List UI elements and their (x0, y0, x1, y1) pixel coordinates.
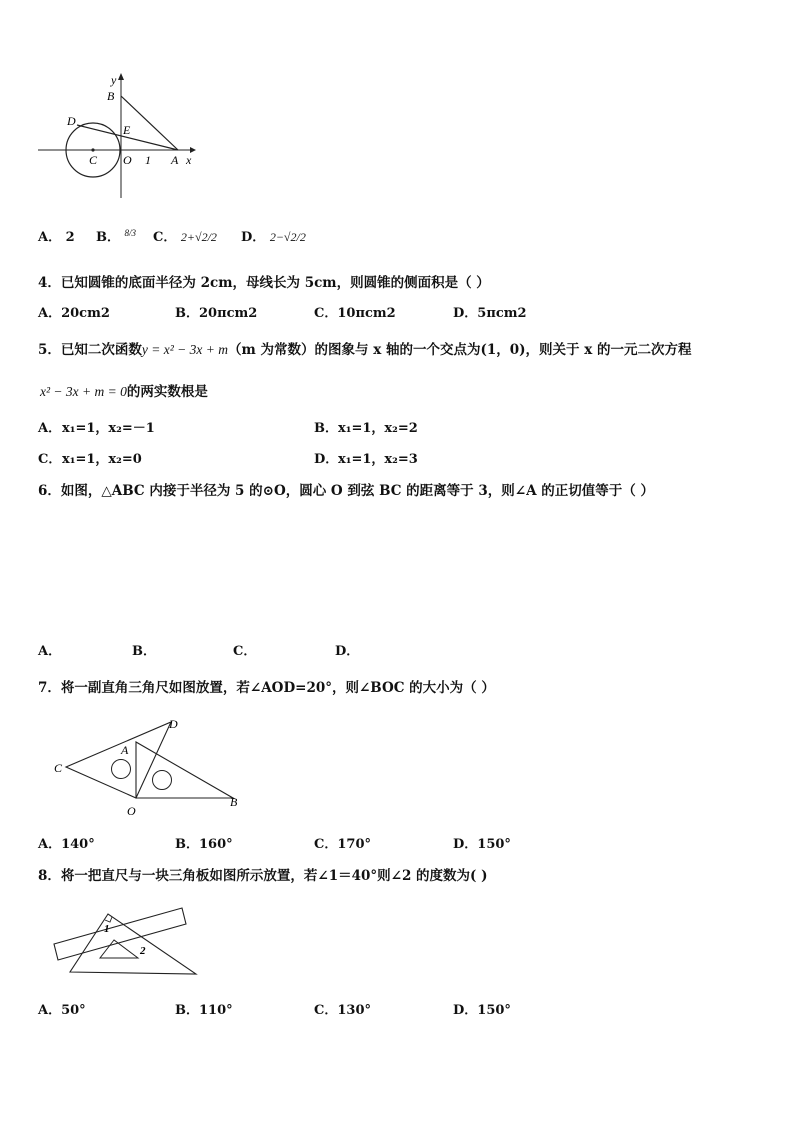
q3-option-c-value: 2+√2/2 (180, 230, 217, 244)
q7-option-b-value: 160° (199, 837, 233, 852)
q3-option-b-value: 8/3 (124, 228, 137, 238)
q5-stem-b: （m 为常数）的图象与 x 轴的一个交点为(1，0)，则关于 x 的一元二次方程 (228, 342, 692, 358)
q5-stem-line1 (38, 338, 691, 358)
q3-option-c-letter: C． (153, 230, 177, 245)
q7-option-a[interactable] (38, 833, 95, 852)
q4-option-d[interactable] (453, 302, 527, 321)
label-d: D (67, 114, 76, 128)
q5-option-c-value: x₁=1，x₂=0 (62, 452, 142, 467)
q5-option-b-value: x₁=1，x₂=2 (338, 421, 418, 436)
y-axis-arrow (118, 73, 124, 80)
label-x: x (186, 153, 192, 167)
q8-label-1: 1 (104, 923, 110, 935)
q8-option-a-letter: A． (38, 1003, 62, 1018)
q5-option-d-value: x₁=1，x₂=3 (338, 452, 418, 467)
label-a: A (171, 153, 179, 167)
q6-option-d[interactable]: D． (335, 644, 360, 659)
q4-option-a-letter: A． (38, 306, 62, 321)
q6-stem: 6．如图，△ABC 内接于半径为 5 的⊙O，圆心 O 到弦 BC 的距离等于 3，则∠A 的正切值等于（ ） (38, 483, 654, 499)
q3-option-b-letter: B． (96, 230, 120, 245)
q8-option-a-value: 50° (61, 1003, 86, 1018)
q6-option-c[interactable]: C． (233, 644, 257, 659)
q7-figure (48, 712, 248, 822)
set-square-aob (136, 742, 233, 798)
q8-label-2: 2 (140, 945, 146, 957)
label-b: B (107, 89, 115, 103)
q8-option-b-letter: B． (175, 1003, 199, 1018)
q3-option-d-value: 2−√2/2 (269, 230, 306, 244)
q3-option-d-letter: D． (241, 230, 266, 245)
q5-stem-a: 5．已知二次函数 (38, 342, 142, 358)
q8-option-c-letter: C． (314, 1003, 338, 1018)
q7-option-d-letter: D． (453, 837, 478, 852)
q7-option-a-value: 140° (61, 837, 95, 852)
q6-option-a[interactable]: A． (38, 644, 62, 659)
q5-stem-c: 的两实数根是 (126, 384, 208, 400)
q3-option-c[interactable] (153, 226, 217, 245)
q7-option-c-value: 170° (337, 837, 371, 852)
q4-option-b[interactable] (175, 302, 257, 321)
q8-option-c[interactable] (314, 999, 371, 1018)
q7-stem: 7．将一副直角三角尺如图放置，若∠AOD=20°，则∠BOC 的大小为（ ） (38, 680, 495, 696)
q5-option-a[interactable]: A． (38, 421, 62, 436)
set-square-hole-1 (112, 760, 131, 779)
q4-option-a-value: 20cm2 (61, 306, 110, 321)
q4-option-b-letter: B． (175, 306, 199, 321)
q8-option-b[interactable] (175, 999, 233, 1018)
q8-option-d[interactable] (453, 999, 511, 1018)
label-e: E (123, 123, 131, 137)
q3-option-a[interactable] (38, 226, 75, 245)
q7-label-a: A (121, 743, 129, 757)
q8-option-d-letter: D． (453, 1003, 478, 1018)
ruler (54, 908, 186, 960)
q7-label-o: O (127, 804, 136, 818)
q3-figure (30, 70, 210, 200)
label-c: C (89, 153, 98, 167)
label-y: y (111, 73, 117, 87)
label-o: O (123, 153, 132, 167)
q4-stem: 4．已知圆锥的底面半径为 2cm，母线长为 5cm，则圆锥的侧面积是（ ） (38, 275, 490, 291)
q8-stem: 8．将一把直尺与一块三角板如图所示放置，若∠1＝40°则∠2 的度数为( ) (38, 868, 488, 884)
q5-option-b[interactable]: B． (314, 421, 338, 436)
q4-option-c[interactable] (314, 302, 396, 321)
q5-option-a-value: x₁=1，x₂=－1 (62, 421, 155, 436)
q8-option-a[interactable] (38, 999, 86, 1018)
set-square-hole-2 (153, 771, 172, 790)
q4-option-a[interactable] (38, 302, 110, 321)
q8-option-d-value: 150° (477, 1003, 511, 1018)
q7-label-d: D (169, 717, 178, 731)
q7-option-a-letter: A． (38, 837, 62, 852)
q7-label-c: C (54, 761, 63, 775)
q3-option-b[interactable] (96, 221, 137, 245)
q4-option-c-value: 10πcm2 (337, 306, 396, 321)
q3-option-a-value: 2 (65, 230, 75, 245)
label-1: 1 (145, 153, 151, 167)
q4-option-b-value: 20πcm2 (199, 306, 258, 321)
q3-option-a-letter: A． (38, 230, 62, 245)
center-point (91, 148, 94, 151)
q7-label-b: B (230, 795, 238, 809)
q7-option-c[interactable] (314, 833, 371, 852)
q8-option-b-value: 110° (199, 1003, 233, 1018)
q5-option-c[interactable]: C． (38, 452, 62, 467)
q8-option-c-value: 130° (337, 1003, 371, 1018)
q7-option-b-letter: B． (175, 837, 199, 852)
q7-option-d[interactable] (453, 833, 511, 852)
q8-figure (48, 900, 208, 982)
q7-option-b[interactable] (175, 833, 233, 852)
q6-option-b[interactable]: B． (132, 644, 156, 659)
q3-option-d[interactable] (241, 226, 306, 245)
q4-option-c-letter: C． (314, 306, 338, 321)
q4-option-d-letter: D． (453, 306, 478, 321)
q5-equation: x² − 3x + m = 0 (40, 384, 127, 399)
q7-option-c-letter: C． (314, 837, 338, 852)
q7-option-d-value: 150° (477, 837, 511, 852)
q5-stem-line2 (40, 380, 208, 400)
q4-option-d-value: 5πcm2 (477, 306, 527, 321)
q5-option-d[interactable]: D． (314, 452, 339, 467)
q5-function: y = x² − 3x + m (141, 342, 229, 357)
triangle-plate (70, 914, 196, 974)
